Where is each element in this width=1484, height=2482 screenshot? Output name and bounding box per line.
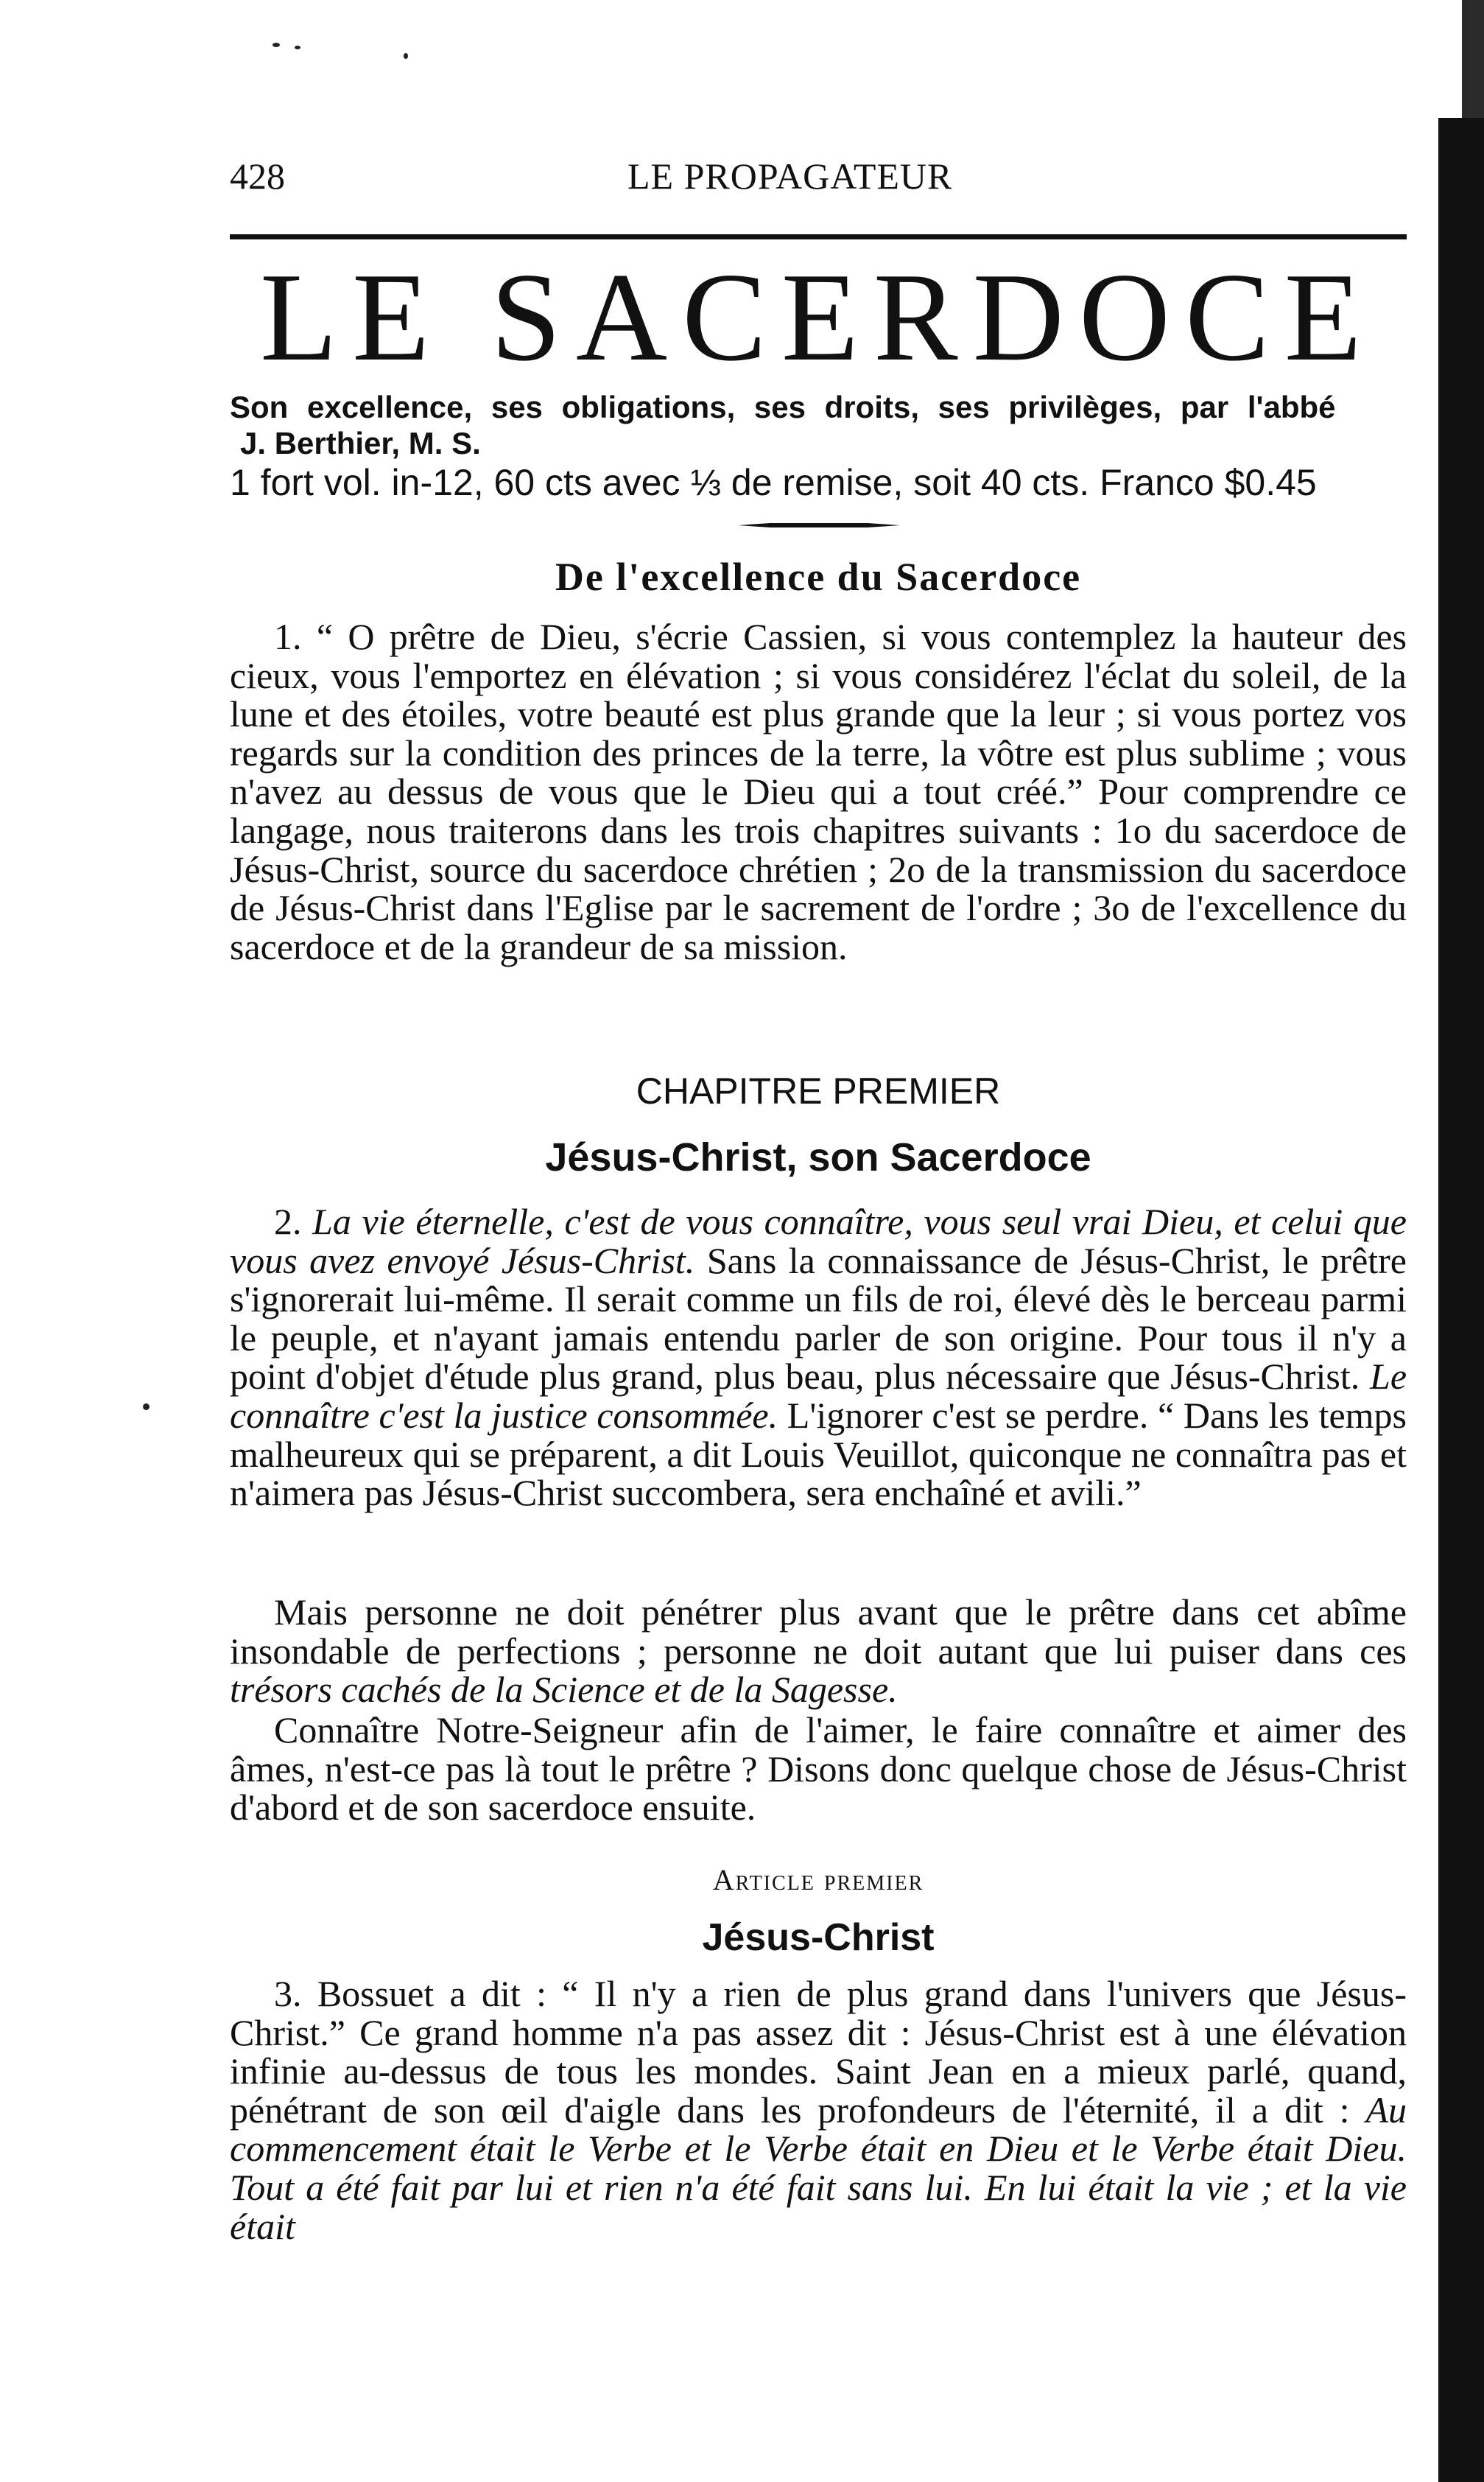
paragraph-2-quote-2: Le connaître c'est la justice consommée. xyxy=(230,1356,1407,1436)
scan-speck xyxy=(295,46,300,49)
chapter-label: CHAPITRE PREMIER xyxy=(636,1070,1001,1112)
paragraph-2-quote: La vie éternelle, c'est de vous connaître, vous seul vrai Dieu, et celui que vous avez envoyé Jésus-Christ. xyxy=(230,1201,1407,1281)
book-author: J. Berthier, M. S. xyxy=(240,426,481,460)
header-rule xyxy=(230,234,1407,239)
paragraph-5-italic-2: Tout a été fait par lui et rien n'a été fait sans lui. xyxy=(230,2166,973,2208)
page-number: 428 xyxy=(230,155,285,197)
paragraph-2-text-b: L'ignorer c'est se perdre. “ Dans les temps malheureux qui se préparent, a dit Louis Veuillot, quiconque ne connaîtra pas et n'aimera pas Jésus-Christ succombera, sera enchaîné et avili.” xyxy=(230,1394,1407,1514)
paragraph-5 xyxy=(230,1974,1407,2246)
book-price: 1 fort vol. in-12, 60 cts avec ⅓ de remise, soit 40 cts. Franco $0.45 xyxy=(230,462,1317,503)
paragraph-1 xyxy=(230,617,1407,966)
journal-title: LE PROPAGATEUR xyxy=(627,155,953,197)
paragraph-3-italic: trésors cachés de la Science et de la Sagesse. xyxy=(230,1669,898,1711)
article-title: Jésus-Christ xyxy=(702,1916,935,1959)
paragraph-4-text: Connaître Notre-Seigneur afin de l'aimer, le faire connaître et aimer des âmes, n'est-ce pas là tout le prêtre ? Disons donc quelque chose de Jésus-Christ d'abord et de son sacerdoce ensuite. xyxy=(230,1709,1407,1829)
paragraph-3 xyxy=(230,1593,1407,1709)
ornamental-rule xyxy=(738,523,900,527)
paragraph-2 xyxy=(230,1202,1407,1512)
paragraph-3-text: Mais personne ne doit pénétrer plus avant que le prêtre dans cet abîme insondable de perfections ; personne ne doit autant que lui puiser dans ces xyxy=(230,1591,1407,1672)
scan-edge-shadow xyxy=(1438,118,1484,2482)
scan-speck xyxy=(404,53,408,59)
chapter-title: Jésus-Christ, son Sacerdoce xyxy=(545,1135,1091,1179)
paragraph-4 xyxy=(230,1711,1407,1827)
article-label: Article premier xyxy=(712,1863,924,1896)
scan-edge-top xyxy=(1462,0,1484,118)
book-title: LE SACERDOCE xyxy=(260,248,1376,388)
paragraph-1-text: 1. “ O prêtre de Dieu, s'écrie Cassien, si vous contemplez la hauteur des cieux, vous l'emportez en élévation ; si vous considérez l'éclat du soleil, de la lune et des étoiles, votre beauté est plus grande que la leur ; si vous portez vos regards sur la condition des princes de la terre, la vôtre est plus sublime ; vous n'avez au dessus de vous que le Dieu qui a tout créé.” Pour comprendre ce langage, nous traiterons dans les trois chapitres suivants : 1o du sacerdoce de Jésus-Christ, source du sacerdoce chrétien ; 2o de la transmission du sacerdoce de Jésus-Christ dans l'Eglise par le sacrement de l'ordre ; 3o de l'excellence du sacerdoce et de la grandeur de sa mission. xyxy=(230,616,1407,967)
book-subtitle: Son excellence, ses obligations, ses droits, ses privilèges, par l'abbé xyxy=(230,390,1336,424)
scan-speck xyxy=(272,43,280,47)
paragraph-2-text-a: Sans la connaissance de Jésus-Christ, le prêtre s'ignorerait lui-même. Il serait comme un fils de roi, élevé dès le berceau parmi le peuple, et n'ayant jamais entendu parler de son origine. Pour tous il n'y a point d'objet d'étude plus grand, plus beau, plus nécessaire que Jésus-Christ. xyxy=(230,1239,1407,1398)
paragraph-2-number: 2. xyxy=(274,1201,302,1242)
paragraph-5-text: 3. Bossuet a dit : “ Il n'y a rien de plus grand dans l'univers que Jésus-Christ.” Ce grand homme n'a pas assez dit : Jésus-Christ est à une élévation infinie au-dessus de tous les mondes. Saint Jean en a mieux parlé, quand, pénétrant de son œil d'aigle dans les profondeurs de l'éternité, il a dit : xyxy=(230,1973,1407,2131)
running-head xyxy=(230,155,1407,199)
paragraph-5-italic-3: En lui était la vie ; et la vie était xyxy=(230,2166,1407,2247)
paragraph-5-italic-1: Au commencement était le Verbe et le Verbe était en Dieu et le Verbe était Dieu. xyxy=(230,2089,1407,2170)
scan-speck xyxy=(143,1403,150,1410)
section-heading: De l'excellence du Sacerdoce xyxy=(555,555,1082,599)
